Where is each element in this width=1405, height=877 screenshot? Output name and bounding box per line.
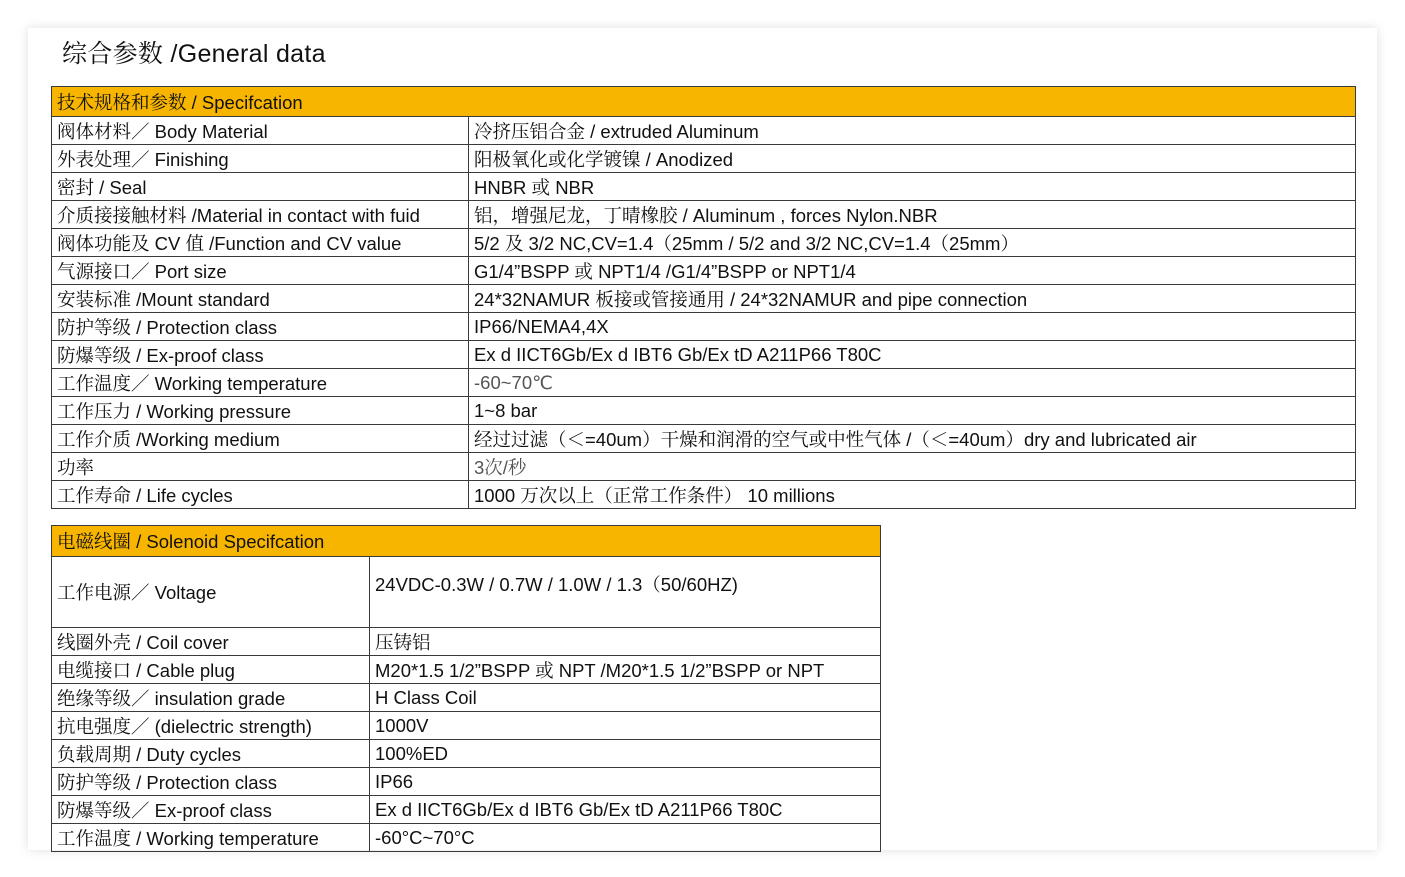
row-label: 工作温度 / Working temperature: [52, 824, 370, 852]
row-label: 介质接接触材料 /Material in contact with fuid: [52, 201, 469, 229]
row-value: 1~8 bar: [469, 397, 1356, 425]
row-value: 冷挤压铝合金 / extruded Aluminum: [469, 117, 1356, 145]
table-row: [52, 285, 1356, 313]
row-label: 防爆等级 / Ex-proof class: [52, 341, 469, 369]
row-value: 经过过滤（＜=40um）干燥和润滑的空气或中性气体 /（＜=40um）dry and lubricated air: [469, 425, 1356, 453]
row-value: IP66: [370, 768, 881, 796]
row-value: 5/2 及 3/2 NC,CV=1.4（25mm / 5/2 and 3/2 NC,CV=1.4（25mm）: [469, 229, 1356, 257]
table-row: [52, 684, 881, 712]
row-label: 功率: [52, 453, 469, 481]
row-label: 工作介质 /Working medium: [52, 425, 469, 453]
row-label: 抗电强度／ (dielectric strength): [52, 712, 370, 740]
table-row: [52, 481, 1356, 509]
row-value: 阳极氧化或化学镀镍 / Anodized: [469, 145, 1356, 173]
table-row: [52, 740, 881, 768]
row-label: 防爆等级／ Ex-proof class: [52, 796, 370, 824]
row-label: 外表处理／ Finishing: [52, 145, 469, 173]
row-label: 电缆接口 / Cable plug: [52, 656, 370, 684]
table-row: [52, 628, 881, 656]
row-value: G1/4”BSPP 或 NPT1/4 /G1/4”BSPP or NPT1/4: [469, 257, 1356, 285]
table-row: [52, 145, 1356, 173]
table-row: [52, 313, 1356, 341]
row-value: H Class Coil: [370, 684, 881, 712]
row-label: 防护等级 / Protection class: [52, 313, 469, 341]
solenoid-table: [51, 525, 881, 852]
row-label: 阀体功能及 CV 值 /Function and CV value: [52, 229, 469, 257]
table-row: [52, 341, 1356, 369]
row-value: 24VDC-0.3W / 0.7W / 1.0W / 1.3（50/60HZ): [370, 557, 881, 628]
table-row: [52, 557, 881, 628]
row-value: 铝，增强尼龙，丁晴橡胶 / Aluminum , forces Nylon.NBR: [469, 201, 1356, 229]
specification-header: 技术规格和参数 / Specifcation: [52, 87, 1356, 117]
row-value: 24*32NAMUR 板接或管接通用 / 24*32NAMUR and pipe connection: [469, 285, 1356, 313]
table-row: [52, 397, 1356, 425]
row-value: IP66/NEMA4,4X: [469, 313, 1356, 341]
row-label: 阀体材料／ Body Material: [52, 117, 469, 145]
row-label: 密封 / Seal: [52, 173, 469, 201]
row-value: 1000V: [370, 712, 881, 740]
row-label: 工作电源／ Voltage: [52, 557, 370, 628]
row-label: 负载周期 / Duty cycles: [52, 740, 370, 768]
row-value: HNBR 或 NBR: [469, 173, 1356, 201]
table-row: [52, 656, 881, 684]
table-row: [52, 425, 1356, 453]
table-row: [52, 201, 1356, 229]
row-value: Ex d IICT6Gb/Ex d IBT6 Gb/Ex tD A211P66 T80C: [370, 796, 881, 824]
table-row: [52, 257, 1356, 285]
row-label: 安装标准 /Mount standard: [52, 285, 469, 313]
table-row: [52, 369, 1356, 397]
specification-header-row: [52, 87, 1356, 117]
row-value: Ex d IICT6Gb/Ex d IBT6 Gb/Ex tD A211P66 T80C: [469, 341, 1356, 369]
row-value: M20*1.5 1/2”BSPP 或 NPT /M20*1.5 1/2”BSPP or NPT: [370, 656, 881, 684]
row-value: 100%ED: [370, 740, 881, 768]
row-label: 工作温度／ Working temperature: [52, 369, 469, 397]
table-row: [52, 173, 1356, 201]
row-value: 压铸铝: [370, 628, 881, 656]
table-row: [52, 768, 881, 796]
table-row: [52, 229, 1356, 257]
solenoid-header-row: [52, 526, 881, 557]
table-row: [52, 796, 881, 824]
page-title: 综合参数 /General data: [62, 40, 326, 68]
table-row: [52, 453, 1356, 481]
table-row: [52, 117, 1356, 145]
row-label: 气源接口／ Port size: [52, 257, 469, 285]
row-value: 3次/秒: [469, 453, 1356, 481]
row-label: 线圈外壳 / Coil cover: [52, 628, 370, 656]
solenoid-header: 电磁线圈 / Solenoid Specifcation: [52, 526, 881, 557]
row-label: 工作压力 / Working pressure: [52, 397, 469, 425]
table-row: [52, 712, 881, 740]
row-label: 防护等级 / Protection class: [52, 768, 370, 796]
row-label: 工作寿命 / Life cycles: [52, 481, 469, 509]
table-row: [52, 824, 881, 852]
row-value: 1000 万次以上（正常工作条件） 10 millions: [469, 481, 1356, 509]
row-value: -60~70℃: [469, 369, 1356, 397]
row-value: -60°C~70°C: [370, 824, 881, 852]
specification-table: [51, 86, 1356, 509]
row-label: 绝缘等级／ insulation grade: [52, 684, 370, 712]
